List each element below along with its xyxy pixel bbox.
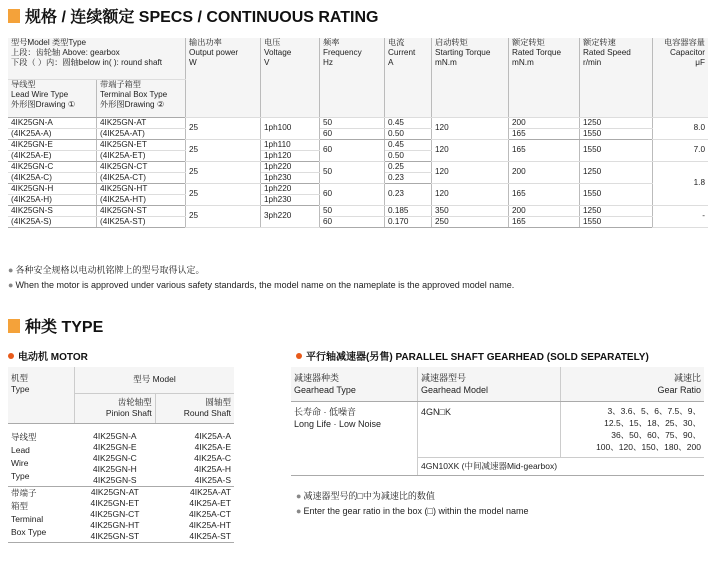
- table-row: (4IK25A-C) (4IK25A-CT) 1ph230 0.23: [8, 172, 708, 183]
- motor-model-header: 型号 Model: [75, 367, 235, 393]
- frequency-header: 频率 Frequency Hz: [320, 38, 385, 117]
- current-header: 电流 Current A: [385, 38, 432, 117]
- pinion-shaft-header: 齿轮轴型 Pinion Shaft: [75, 393, 156, 423]
- specs-note-cn: ● 各种安全规格以电动机铭牌上的型号取得认定。: [8, 265, 205, 275]
- gear-ratio-header: 减速比 Gear Ratio: [561, 367, 705, 401]
- table-row: 带端子 箱型 Terminal Box Type 4IK25GN-AT 4IK25A-AT: [8, 487, 234, 499]
- motor-table: [8, 367, 234, 543]
- table-row: 4IK25GN-E 4IK25GN-ET 25 1ph110 60 0.45 120 165 1550 7.0: [8, 139, 708, 150]
- table-row: 4IK25GN-CT 4IK25A-CT: [90, 509, 231, 519]
- gearhead-type-value: 长寿命 · 低噪音 Long Life · Low Noise: [291, 401, 418, 475]
- table-row: 4IK25GN-H 4IK25A-H: [92, 464, 231, 474]
- rated-speed-header: 额定转速 Rated Speed r/min: [580, 38, 653, 117]
- specs-section-title: 规格 / 连续额定 SPECS / CONTINUOUS RATING: [8, 4, 379, 27]
- lead-wire-header: 导线型 Lead Wire Type 外形图Drawing ①: [8, 79, 97, 117]
- motor-title: 电动机 MOTOR: [8, 348, 88, 363]
- table-row: 4IK25GN-A 4IK25GN-AT 25 1ph100 50 0.45 120 200 1250 8.0: [8, 117, 708, 128]
- gearhead-model-value: 4GN□K: [418, 401, 561, 457]
- gear-ratio-values: 3、3.6、5、6、7.5、9、 12.5、15、18、25、30、 36、50、60、75、90、 100、120、150、180、200: [561, 401, 705, 457]
- rated-torque-header: 额定转矩 Rated Torque mN.m: [509, 38, 580, 117]
- voltage-header: 电压 Voltage V: [261, 38, 320, 117]
- table-row: 4IK25GN-C 4IK25A-C: [92, 453, 231, 463]
- motor-type-header: 机型 Type: [8, 367, 75, 423]
- gearhead-type-header: 减速器种类 Gearhead Type: [291, 367, 418, 401]
- bullet-dot-icon: [296, 353, 302, 359]
- specs-note-en: ● When the motor is approved under various safety standards, the model name on the nameplate is the approved model name.: [8, 280, 515, 290]
- specs-table: [8, 38, 708, 228]
- table-row: (4IK25A-A) (4IK25A-AT) 60 0.50 165 1550: [8, 128, 708, 139]
- lead-wire-label: 导线型 Lead Wire Type: [8, 431, 75, 487]
- table-row: 4IK25GN-S 4IK25A-S: [8, 475, 234, 487]
- output-header: 输出功率 Output power W: [186, 38, 261, 117]
- gearhead-note-en: ● Enter the gear ratio in the box (□) within the model name: [296, 506, 529, 516]
- model-type-header: 型号Model 类型Type 上段：齿轮轴 Above: gearbox 下段（ ）内：圆轴below in( ): round shaft: [8, 38, 186, 79]
- table-row: 4IK25GN-ET 4IK25A-ET: [90, 498, 231, 508]
- round-shaft-header: 圆轴型 Round Shaft: [155, 393, 234, 423]
- bullet-dot-icon: [8, 353, 14, 359]
- table-row: 4IK25GN-ST 4IK25A-ST: [8, 531, 234, 543]
- terminal-box-header: 带端子箱型 Terminal Box Type 外形图Drawing ②: [97, 79, 186, 117]
- table-row: 4IK25GN-C 4IK25GN-CT 25 1ph220 50 0.25 120 200 1250 1.8: [8, 161, 708, 172]
- type-section-title: 种类 TYPE: [8, 314, 103, 337]
- gearhead-table: [291, 367, 704, 476]
- table-row: 4IK25GN-E 4IK25A-E: [93, 442, 231, 452]
- gearhead-note-cn: ● 减速器型号的□中为减速比的数值: [296, 491, 435, 501]
- starting-torque-header: 启动转矩 Starting Torque mN.m: [432, 38, 509, 117]
- capacitor-header: 电容器容量 Capacitor μF: [653, 38, 709, 117]
- table-row: 导线型 Lead Wire Type 4IK25GN-A 4IK25A-A: [8, 431, 234, 442]
- table-row: (4IK25A-E) (4IK25A-ET) 1ph120 0.50: [8, 150, 708, 161]
- table-row: (4IK25A-H) (4IK25A-HT) 1ph230: [8, 194, 708, 205]
- table-row: 4IK25GN-H 4IK25GN-HT 25 1ph220 60 0.23 120 165 1550: [8, 183, 708, 194]
- table-row: (4IK25A-S) (4IK25A-ST) 60 0.170 250 165 1550: [8, 216, 708, 227]
- mid-gearbox: 4GN10XK (中间减速器Mid-gearbox): [418, 457, 705, 475]
- terminal-box-label: 带端子 箱型 Terminal Box Type: [8, 487, 75, 543]
- orange-square-icon: [8, 9, 20, 23]
- table-row: 4IK25GN-HT 4IK25A-HT: [90, 520, 231, 530]
- table-row: 4IK25GN-S 4IK25GN-ST 25 3ph220 50 0.185 350 200 1250 -: [8, 205, 708, 216]
- gearhead-title: 平行轴减速器(另售) PARALLEL SHAFT GEARHEAD (SOLD SEPARATELY): [296, 348, 649, 363]
- orange-square-icon: [8, 319, 20, 333]
- gearhead-model-header: 减速器型号 Gearhead Model: [418, 367, 561, 401]
